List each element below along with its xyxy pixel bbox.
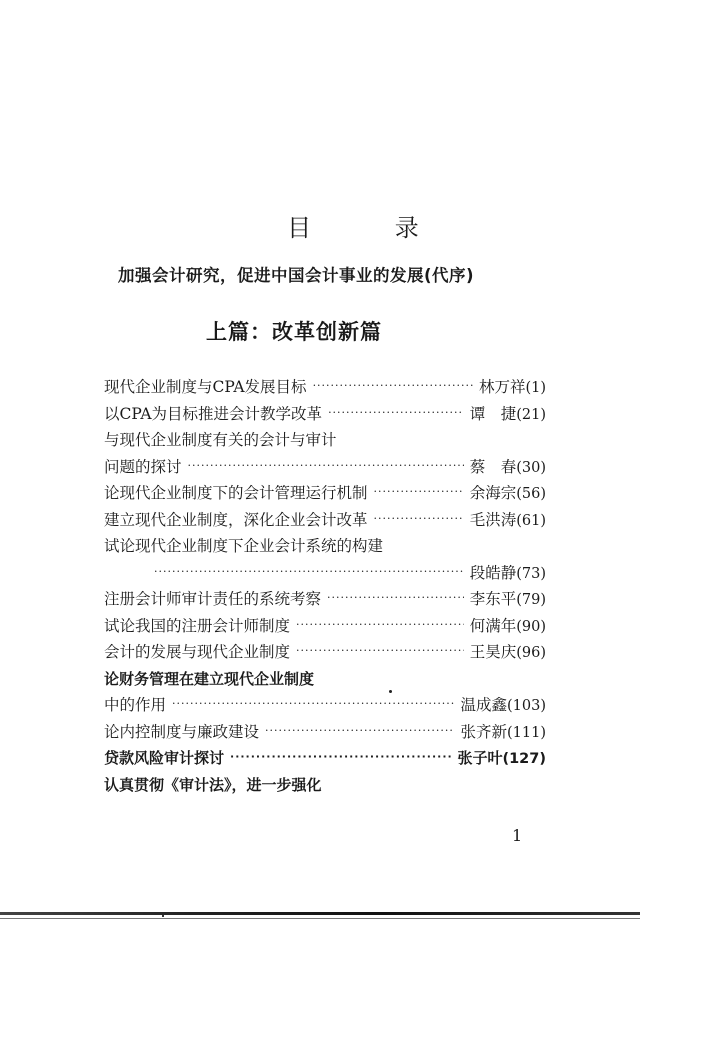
toc-entry-page: (96) <box>516 645 546 661</box>
toc-entry-page: (30) <box>516 459 546 476</box>
toc-entry-author: 张子叶 <box>457 749 503 767</box>
toc-entry <box>104 613 546 640</box>
leader-dots <box>313 373 473 400</box>
bottom-rule <box>0 912 640 915</box>
toc-entry <box>104 666 546 693</box>
toc-entry-title: 论现代企业制度下的会计管理运行机制 <box>104 484 368 502</box>
toc-entry <box>104 745 546 772</box>
toc-entry <box>104 586 546 613</box>
toc-entry-author: 林万祥 <box>478 378 526 396</box>
toc-entry-author: 蔡 春 <box>469 457 517 476</box>
toc-entry <box>104 401 546 428</box>
toc-entry-title: 以CPA为目标推进会计教学改革 <box>104 404 323 423</box>
bottom-rule-shadow <box>0 918 640 919</box>
toc-entry-author: 王昊庆 <box>469 643 517 661</box>
toc-entry-title: 贷款风险审计探讨 <box>104 749 225 767</box>
toc-entry-page: (21) <box>516 406 546 423</box>
toc-entry-author: 张齐新 <box>460 722 507 741</box>
page-title: 目 录 <box>287 214 457 242</box>
leader-dots <box>188 453 464 480</box>
toc-entry <box>104 772 546 799</box>
toc-entry-author: 温成鑫 <box>460 696 507 714</box>
toc-entry-page: (103) <box>507 698 546 714</box>
toc-entry-title: 试论我国的注册会计师制度 <box>104 616 291 635</box>
toc-entry-title: 中的作用 <box>104 696 167 714</box>
toc-entry <box>104 427 546 454</box>
toc-entry-title: 建立现代企业制度，深化企业会计改革 <box>104 510 368 529</box>
toc-entry-author: 段皓静 <box>469 563 517 582</box>
toc-entry <box>104 719 546 746</box>
toc-entry-author: 毛洪涛 <box>469 510 517 529</box>
leader-dots <box>374 479 464 506</box>
leader-dots <box>230 744 451 771</box>
toc-entry <box>104 639 546 666</box>
toc-entry-title: 问题的探讨 <box>104 457 182 476</box>
toc-entry-page: (56) <box>516 486 546 502</box>
toc-entry-page: (1) <box>525 380 546 396</box>
toc-entry <box>104 560 546 587</box>
toc-entry-title: 与现代企业制度有关的会计与审计 <box>104 431 337 449</box>
toc-entry-page: (79) <box>516 592 546 608</box>
leader-dots <box>296 612 464 639</box>
toc-entry-page: (111) <box>507 724 546 741</box>
toc-entry <box>104 454 546 481</box>
section-heading: 上篇：改革创新篇 <box>206 320 382 344</box>
toc-entry-author: 余海宗 <box>469 484 517 502</box>
toc-entry-author: 何满年 <box>469 616 517 635</box>
toc-entry-page: (90) <box>516 618 546 635</box>
toc-entry <box>104 533 546 560</box>
toc-entry-author: 谭 捷 <box>469 404 517 423</box>
leader-dots <box>154 559 464 586</box>
leader-dots <box>296 638 464 665</box>
stray-dot <box>389 690 392 693</box>
toc-entry-title: 会计的发展与现代企业制度 <box>104 643 291 661</box>
toc-entry <box>104 374 546 401</box>
toc-entry-page: (127) <box>502 751 546 767</box>
toc-entry-title: 试论现代企业制度下企业会计系统的构建 <box>104 537 384 555</box>
leader-dots <box>172 691 454 718</box>
leader-dots <box>265 718 454 745</box>
leader-dots <box>327 585 464 612</box>
toc-entry-page: (61) <box>516 512 546 529</box>
toc-entry <box>104 480 546 507</box>
toc-entry-title: 现代企业制度与CPA发展目标 <box>104 378 307 396</box>
leader-dots <box>374 506 464 533</box>
preface-title: 加强会计研究，促进中国会计事业的发展(代序) <box>118 266 475 285</box>
toc-entry-title: 论财务管理在建立现代企业制度 <box>104 669 315 688</box>
toc-entry-title: 认真贯彻《审计法》，进一步强化 <box>104 775 322 794</box>
toc-entry-author: 李东平 <box>469 590 517 608</box>
rule-tick <box>162 915 164 917</box>
toc-entry-title: 注册会计师审计责任的系统考察 <box>104 590 322 608</box>
toc-entry <box>104 692 546 719</box>
page-number: 1 <box>512 826 523 845</box>
leader-dots <box>328 400 464 427</box>
toc-entry <box>104 507 546 534</box>
toc-entry-page: (73) <box>516 565 546 582</box>
toc-entry-title: 论内控制度与廉政建设 <box>104 722 260 741</box>
table-of-contents <box>104 374 546 798</box>
